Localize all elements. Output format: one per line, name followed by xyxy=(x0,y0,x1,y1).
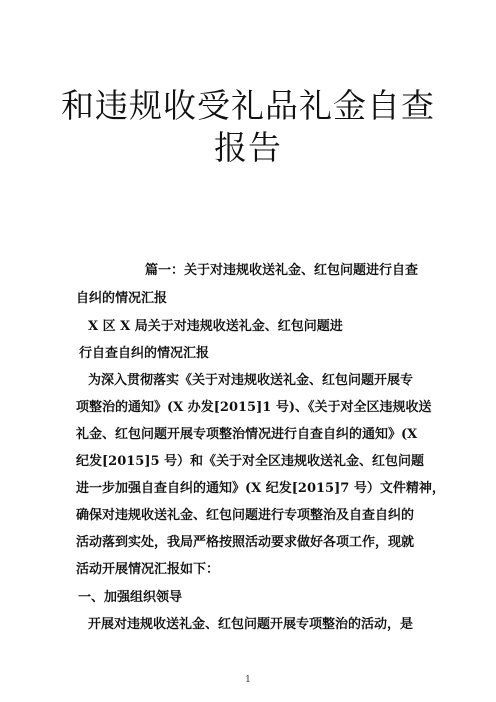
document-title-line-1: 和违规收受礼品礼金自查 xyxy=(61,86,435,125)
page-number: 1 xyxy=(245,675,251,685)
paragraph-line: 活动落到实处，我局严格按照活动要求做好各项工作，现就 xyxy=(76,535,415,550)
paragraph-line: 纪发[2015]5 号）和《关于对全区违规收送礼金、红包问题 xyxy=(76,454,425,469)
section-heading-line-1: 篇一：关于对违规收送礼金、红包问题进行自查 xyxy=(145,263,419,278)
paragraph-line: 礼金、红包问题开展专项整治情况进行自查自纠的通知》(X xyxy=(76,427,418,442)
paragraph-line: 进一步加强自查自纠的通知》(X 纪发[2015]7 号）文件精神， xyxy=(76,481,445,496)
paragraph-line: 为深入贯彻落实《关于对违规收送礼金、红包问题开展专 xyxy=(88,373,414,388)
paragraph-line: 项整治的通知》(X 办发[2015]1 号)、《关于对全区违规收送 xyxy=(76,400,432,415)
section-heading-line-2: 自纠的情况汇报 xyxy=(76,291,168,306)
document-title-line-2: 报告 xyxy=(214,128,282,167)
paragraph-line: 活动开展情况汇报如下： xyxy=(76,562,220,577)
report-subtitle-line-1: X 区 X 局关于对违规收送礼金、红包问题进 xyxy=(88,319,343,334)
paragraph-line: 开展对违规收送礼金、红包问题开展专项整治的活动，是 xyxy=(88,617,414,632)
report-subtitle-line-2: 行自查自纠的情况汇报 xyxy=(79,346,210,361)
section-heading: 一、加强组织领导 xyxy=(78,590,183,605)
paragraph-line: 确保对违规收送礼金、红包问题进行专项整治及自查自纠的 xyxy=(76,508,415,523)
